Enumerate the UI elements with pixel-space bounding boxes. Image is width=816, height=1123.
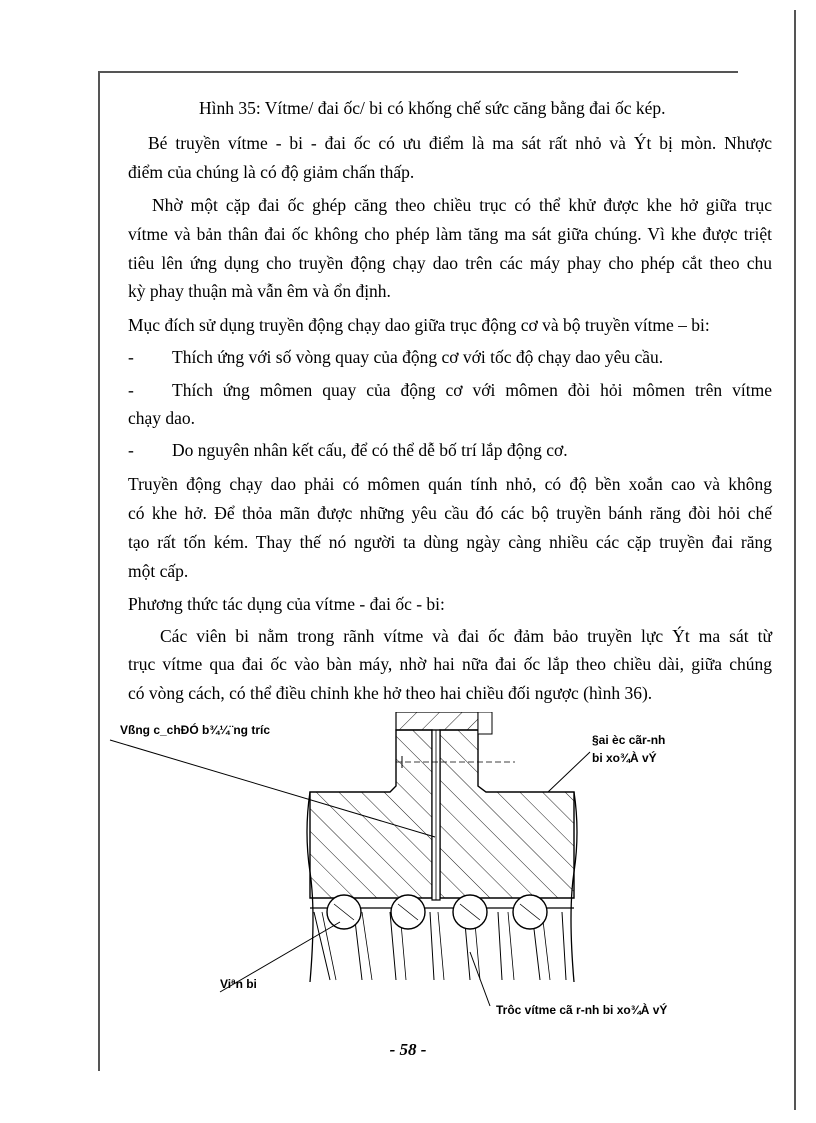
paragraph-2-line-4: kỳ phay thuận mà vẫn êm và ổn định. [128, 281, 391, 301]
paragraph-4-line-2: có khe hở. Để thỏa mãn được những yêu cầu đó các bộ truyền bánh răng đòi hỏi chế [128, 503, 772, 523]
paragraph-6-line-2: trục vítme qua đai ốc vào bàn máy, nhờ hai nữa đai ốc lắp theo chiều dài, giữa chúng [128, 654, 772, 674]
bullet-2-line-2: chạy dao. [128, 408, 196, 428]
paragraph-5: Phương thức tác dụng của vítme - đai ốc - bi: [128, 594, 445, 614]
bullet-dash-3: - [128, 440, 134, 460]
page-frame-top [98, 71, 738, 73]
paragraph-2-line-1: Nhờ một cặp đai ốc ghép căng theo chiều trục có thể khử được khe hở giữa trục [152, 195, 772, 215]
paragraph-4-line-1: Truyền động chạy dao phải có mômen quán tính nhỏ, có độ bền xoắn cao và không [128, 474, 772, 494]
label-screw-shaft: Trôc vítme cã r-nh bi xo¾À vÝ [496, 1003, 668, 1017]
paragraph-6-line-1: Các viên bi nằm trong rãnh vítme và đai ốc đảm bảo truyền lực Ýt ma sát từ [160, 626, 772, 646]
nut-body [310, 712, 574, 900]
bullet-1: Thích ứng với số vòng quay của động cơ với tốc độ chạy dao yêu cầu. [172, 347, 664, 367]
paragraph-3: Mục đích sử dụng truyền động chạy dao giữa trục động cơ và bộ truyền vítme – bi: [128, 315, 710, 335]
bullet-dash-1: - [128, 347, 134, 367]
paragraph-2-line-3: tiêu lên ứng dụng cho truyền động chạy dao trên các máy phay cho phép cắt theo chu [128, 253, 772, 273]
paragraph-1-line-1: Bé truyền vítme - bi - đai ốc có ưu điểm là ma sát rất nhỏ và Ýt bị mòn. Nhược [148, 133, 772, 153]
ball-screw-diagram [100, 712, 730, 1032]
bullet-dash-2: - [128, 380, 134, 400]
paragraph-6-line-3: có vòng cách, có thể điều chỉnh khe hở theo hai chiều đối ngược (hình 36). [128, 683, 653, 703]
label-nut-line-2: bi xo¾À vÝ [592, 751, 657, 765]
paragraph-4-line-3: tạo rất tốn kém. Thay thế nó người ta dùng ngày càng nhiều các cặp truyền đai răng [128, 532, 772, 552]
bullet-3: Do nguyên nhân kết cấu, để có thể dễ bố trí lắp động cơ. [172, 440, 568, 460]
figure-caption: Hình 35: Vítme/ đai ốc/ bi có khống chế sức căng bằng đai ốc kép. [199, 98, 666, 118]
paragraph-2-line-2: vítme và bản thân đai ốc không cho phép làm tăng ma sát giữa chúng. Vì khe được triệt [128, 224, 772, 244]
label-spacer-ring: Vßng c_chÐÓ b¾¼¨ng tríc [120, 723, 271, 737]
bullet-2-line-1: Thích ứng mômen quay của động cơ với mômen đòi hỏi mômen trên vítme [172, 380, 772, 400]
label-nut-line-1: §ai èc cãr-nh [592, 733, 666, 747]
paragraph-1-line-2: điểm của chúng là có độ giảm chấn thấp. [128, 162, 415, 182]
page-frame-right [794, 10, 796, 1110]
paragraph-4-line-4: một cấp. [128, 561, 189, 581]
page-number: - 58 - [389, 1040, 427, 1059]
label-ball: Viªn bi [220, 977, 257, 991]
